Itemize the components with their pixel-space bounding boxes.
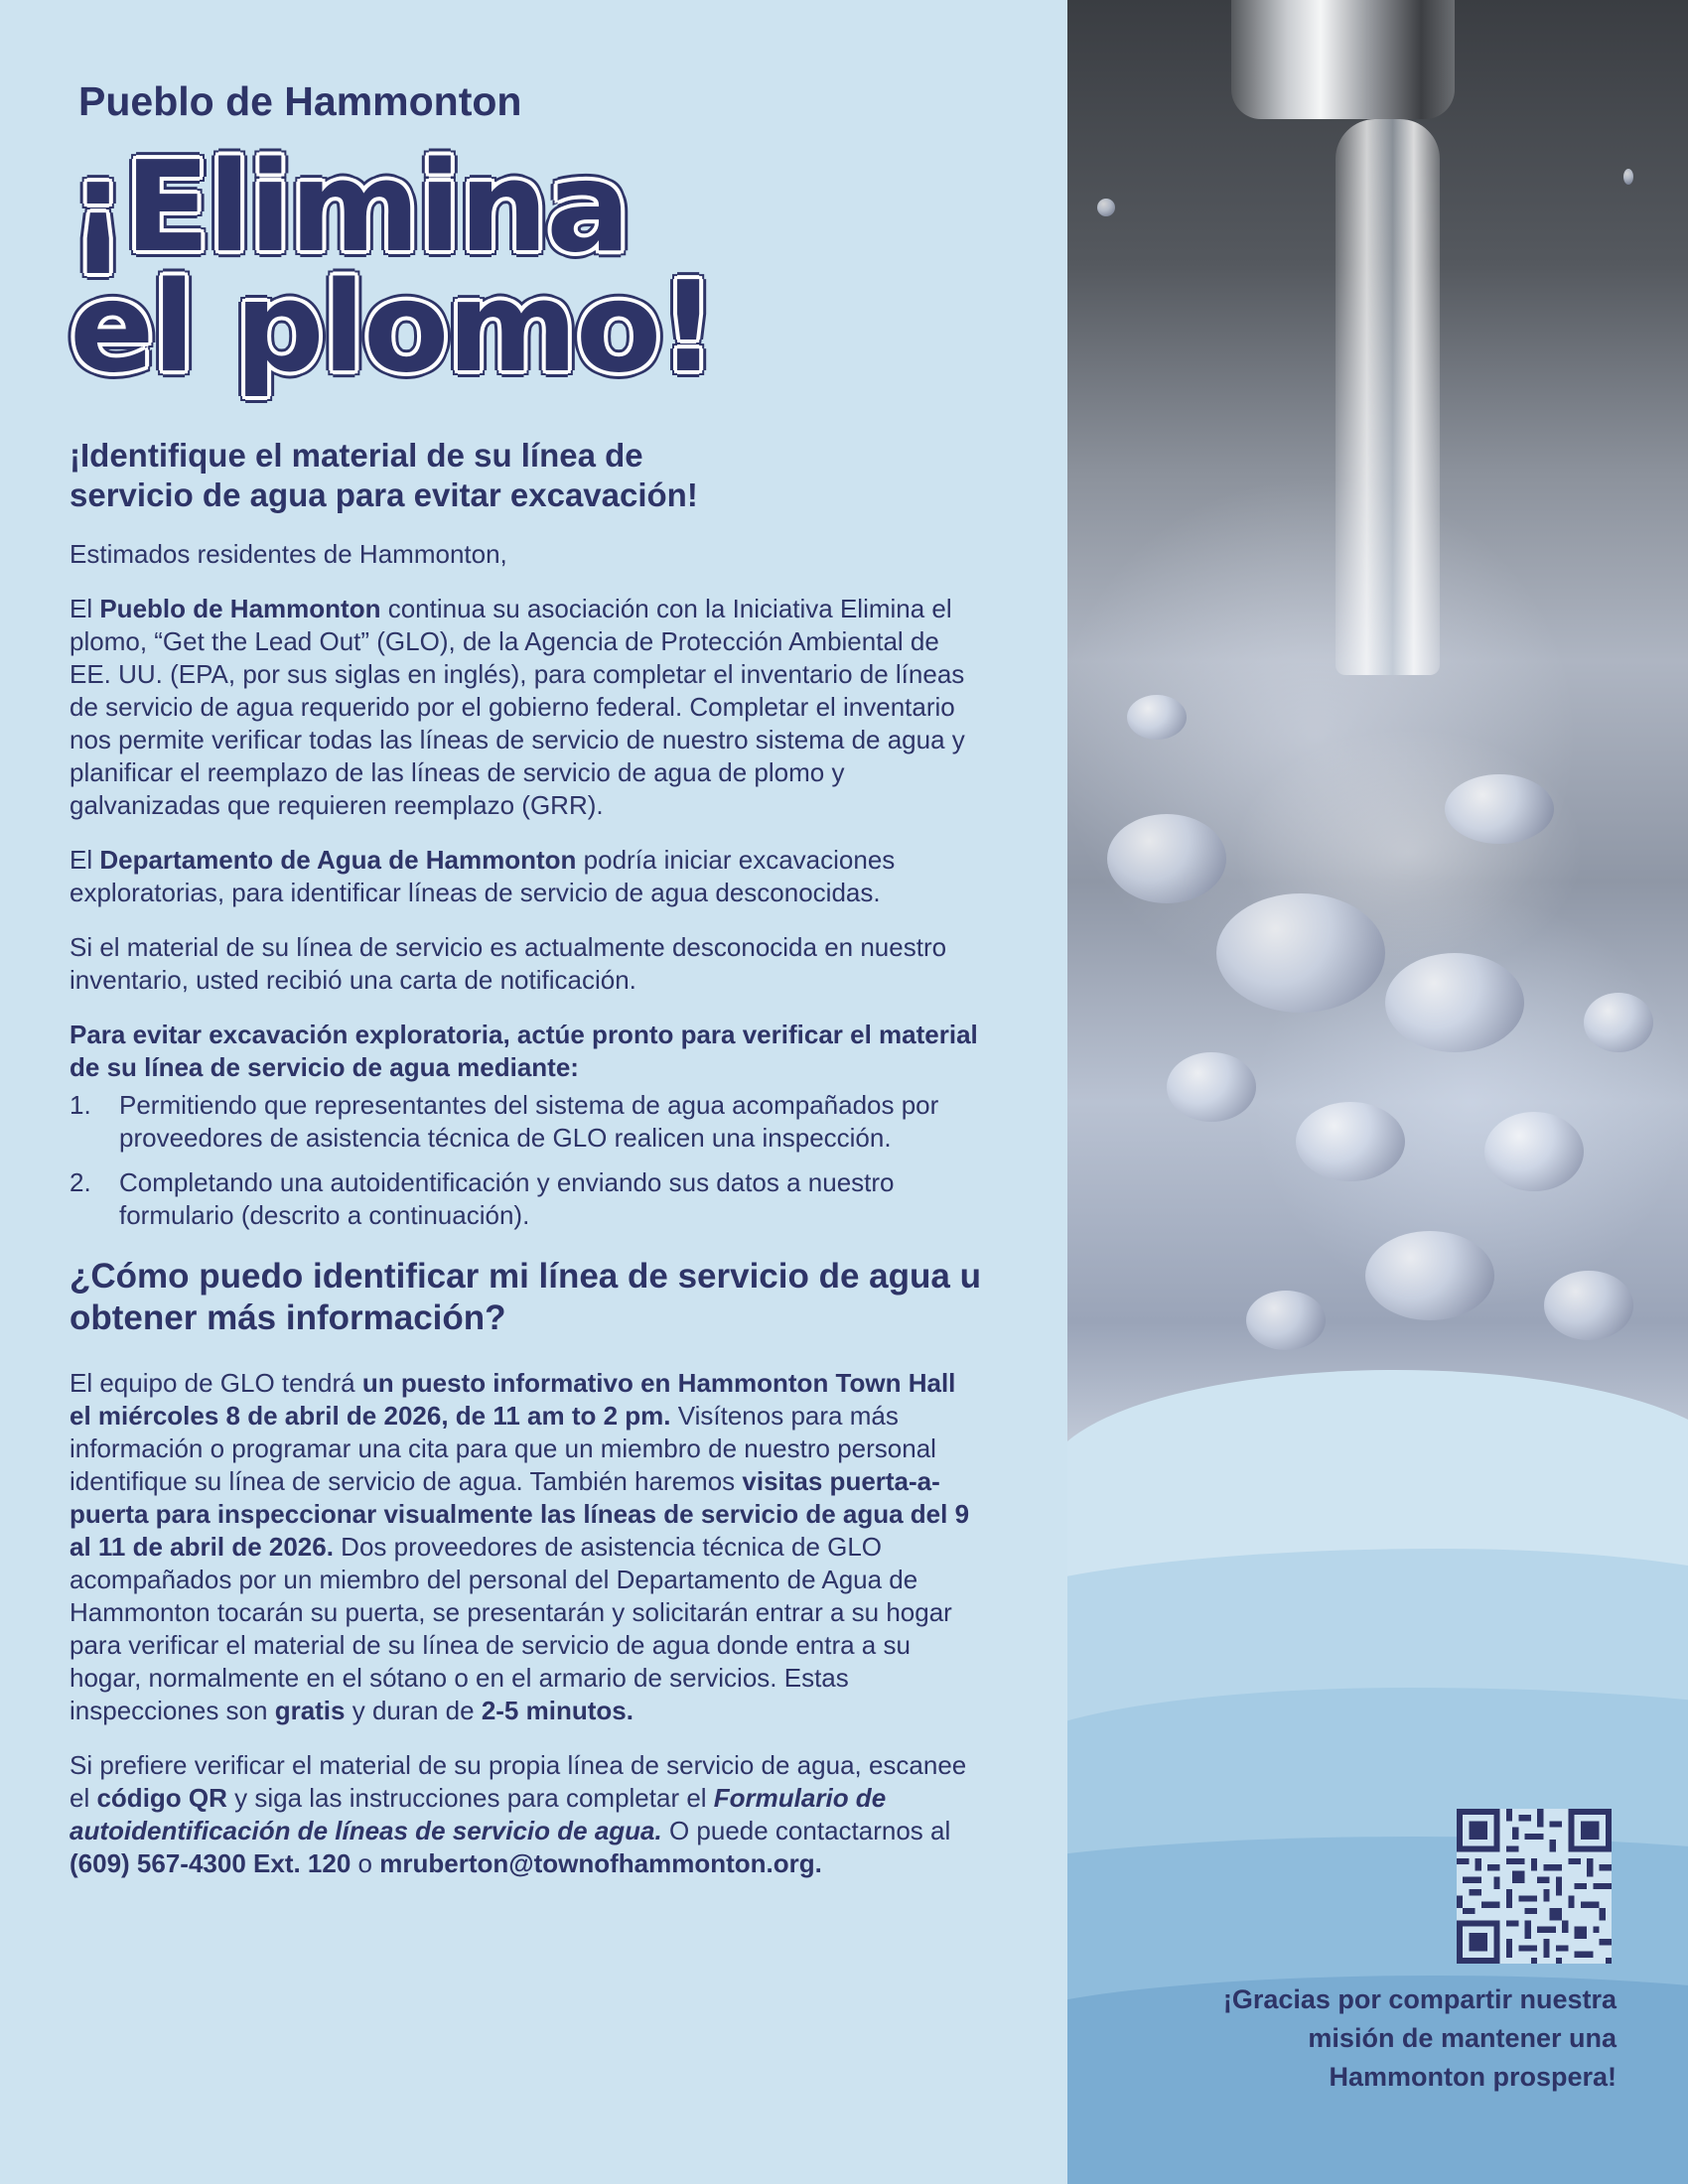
qr-code-icon[interactable]: [1457, 1809, 1612, 1964]
bubble: [1246, 1291, 1326, 1350]
bubble: [1445, 774, 1554, 844]
water-faucet-photo: [1067, 0, 1688, 1469]
bubble: [1484, 1112, 1584, 1191]
paragraph-contact: Si prefiere verificar el material de su propia línea de servicio de agua, escanee el código QR y siga las instrucciones para completar el Formulario de autoidentificación de líneas de servicio de agua. O puede contactarnos al (609) 567-4300 Ext. 120 o mruberton@townofhammonton.org.: [70, 1749, 967, 1878]
section-heading: ¿Cómo puedo identificar mi línea de servicio de agua u obtener más información?: [70, 1256, 981, 1337]
faucet-image: [1231, 0, 1455, 119]
bubble: [1584, 993, 1653, 1052]
bubble: [1127, 695, 1187, 740]
headline: [70, 134, 983, 406]
headline-line-1: ¡Elimina: [70, 134, 630, 281]
bubble: [1385, 953, 1524, 1052]
bubble: [1107, 814, 1226, 903]
verification-options-list: [70, 1089, 983, 1232]
thank-you-message: ¡Gracias por compartir nuestra misión de mantener una Hammonton prospera!: [1222, 1984, 1617, 2093]
phone-number[interactable]: (609) 567-4300 Ext. 120: [70, 1847, 352, 1878]
list-item: 1. Permitiendo que representantes del sistema de agua acompañados por proveedores de asistencia técnica de GLO realicen una inspección.: [70, 1089, 939, 1153]
list-item: 2. Completando una autoidentificación y enviando sus datos a nuestro formulario (descrito a continuación).: [70, 1166, 895, 1230]
bubble: [1296, 1102, 1405, 1181]
town-name-bold: Pueblo de Hammonton: [99, 594, 381, 624]
subheading-line-2: servicio de agua para evitar excavación!: [70, 476, 698, 513]
droplet: [1097, 199, 1115, 216]
form-name: Formulario de autoidentificación de líneas de servicio de agua.: [70, 1782, 887, 1845]
water-stream-image: [1336, 119, 1440, 675]
paragraph-excavation: El Departamento de Agua de Hammonton podría iniciar excavaciones exploratorias, para identificar líneas de servicio de agua desconocidas.: [70, 845, 896, 908]
town-name: Pueblo de Hammonton: [78, 78, 522, 124]
paragraph-events: El equipo de GLO tendrá un puesto informativo en Hammonton Town Hall el miércoles 8 de abril de 2026, de 11 am to 2 pm. Visítenos para más información o programar una cita para que un miembro de nuestro personal identifique su línea de servicio de agua. También haremos visitas puerta-a-puerta para inspeccionar visualmente las líneas de servicio de agua del 9 al 11 de abril de 2026. Dos proveedores de asistencia técnica de GLO acompañados por un miembro del personal del Departamento de Agua de Hammonton tocarán su puerta, se presentarán y solicitarán entrar a su hogar para verificar el material de su línea de servicio de agua donde entra a su hogar, normalmente en el sótano o en el armario de servicios. Estas inspecciones son gratis y duran de 2-5 minutos.: [70, 1367, 970, 1725]
list-intro: Para evitar excavación exploratoria, actúe pronto para verificar el material de su línea de servicio de agua mediante:: [70, 1020, 978, 1083]
subheading-line-1: ¡Identifique el material de su línea de: [70, 437, 643, 475]
greeting: Estimados residentes de Hammonton,: [70, 539, 507, 570]
email-link[interactable]: mruberton@townofhammonton.org.: [379, 1847, 822, 1878]
right-column: [1067, 0, 1688, 2184]
bubble: [1544, 1271, 1633, 1340]
bubble: [1216, 893, 1385, 1013]
droplet: [1623, 169, 1633, 185]
paragraph-notification: Si el material de su línea de servicio es actualmente desconocida en nuestro inventario, usted recibió una carta de notificación.: [70, 932, 947, 996]
bubble: [1365, 1231, 1494, 1320]
bubble: [1167, 1052, 1256, 1122]
left-column: [70, 79, 983, 1902]
subheading: [70, 436, 983, 514]
headline-line-2: el plomo!: [70, 254, 715, 401]
water-department-bold: Departamento de Agua de Hammonton: [99, 845, 577, 876]
paragraph-partnership: El Pueblo de Hammonton continua su asociación con la Iniciativa Elimina el plomo, “Get the Lead Out” (GLO), de la Agencia de Protección Ambiental de EE. UU. (EPA, por sus siglas en inglés), para completar el inventario de líneas de servicio de agua requerido por el gobierno federal. Completar el inventario nos permite verificar todas las líneas de servicio de nuestro sistema de agua y planificar el reemplazo de las líneas de servicio de agua de plomo y galvanizadas que requieren reemplazo (GRR).: [70, 594, 965, 821]
